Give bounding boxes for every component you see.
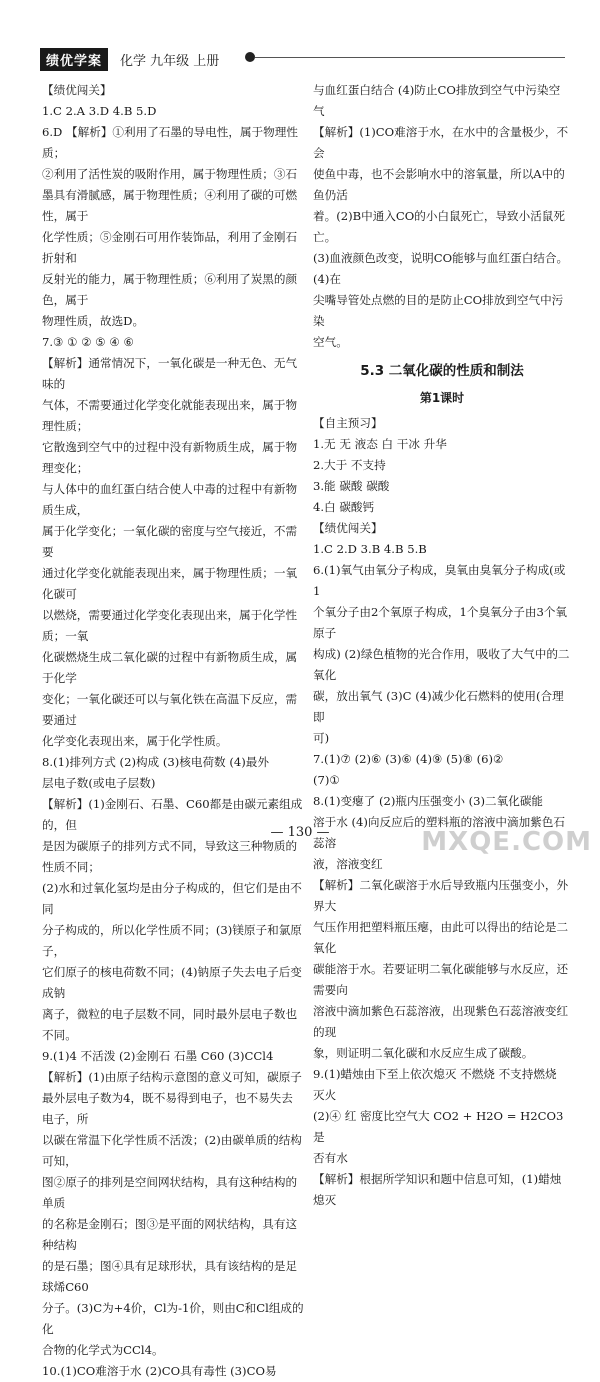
text-line: 是因为碳原子的排列方式不同，导致这三种物质的性质不同； [42, 839, 298, 874]
text-line: 1.C 2.A 3.D 4.B 5.D [42, 104, 157, 118]
text-line: 分子。(3)C为+4价，Cl为-1价，则由C和Cl组成的化 [42, 1301, 304, 1336]
text-line: (3)血液颜色改变，说明CO能够与血红蛋白结合。(4)在 [313, 251, 569, 286]
text-line: 【解析】(1)金刚石、石墨、C60都是由碳元素组成的，但 [42, 797, 303, 832]
text-line: 化碳燃烧生成二氧化碳的过程中有新物质生成，属于化学 [42, 650, 298, 685]
text-line: 它散逸到空气中的过程中没有新物质生成，属于物理变化； [42, 440, 298, 475]
text-line: 空气。 [313, 335, 348, 349]
text-line: 属于化学变化；一氧化碳的密度与空气接近，不需要 [42, 524, 298, 559]
brand-logo: 绩优学案 [40, 48, 108, 71]
text-line: 7.(1)⑦ (2)⑥ (3)⑥ (4)⑨ (5)⑧ (6)② [313, 752, 504, 766]
text-line: 溶于水 (4)向反应后的塑料瓶的溶液中滴加紫色石蕊溶 [313, 815, 565, 850]
text-line: 图②原子的排列是空间网状结构，具有这种结构的单质 [42, 1175, 298, 1210]
header-rule [255, 57, 565, 58]
page-number: — 130 — [270, 825, 330, 840]
lesson-title: 第1课时 [419, 391, 465, 405]
text-line: 分子构成的，所以化学性质不同；(3)镁原子和氯原子， [42, 923, 302, 958]
text-line: (2)水和过氧化氢均是由分子构成的，但它们是由不同 [42, 881, 302, 916]
text-line: 灭火 [313, 1088, 337, 1102]
text-line: 【解析】(1)由原子结构示意图的意义可知，碳原子 [42, 1070, 302, 1084]
text-line: 6.D 【解析】①利用了石墨的导电性，属于物理性质； [42, 125, 298, 160]
text-line: 以燃烧，需要通过化学变化表现出来，属于化学性质；一氧 [42, 608, 298, 643]
text-line: 通过化学变化就能表现出来，属于物理性质；一氧化碳可 [42, 566, 298, 601]
bullet-dot [245, 52, 255, 62]
text-line: 8.(1)变瘪了 (2)瓶内压强变小 (3)二氧化碳能 [313, 794, 544, 808]
text-line: 1.无 无 液态 白 干冰 升华 [313, 437, 447, 451]
text-line: 8.(1)排列方式 (2)构成 (3)核电荷数 (4)最外 [42, 755, 269, 769]
text-line: 1.C 2.D 3.B 4.B 5.B [313, 542, 427, 556]
text-line: 变化；一氧化碳还可以与氧化铁在高温下反应，需要通过 [42, 692, 298, 727]
text-line: (7)① [313, 773, 340, 787]
text-line: 墨具有滑腻感，属于物理性质；④利用了碳的可燃性，属于 [42, 188, 298, 223]
text-line: 以碳在常温下化学性质不活泼；(2)由碳单质的结构可知， [42, 1133, 302, 1168]
text-line: 否有水 [313, 1151, 348, 1165]
text-line: 反射光的能力，属于物理性质；⑥利用了炭黑的颜色，属于 [42, 272, 298, 307]
text-line: 可) [313, 731, 330, 745]
text-line: 3.能 碳酸 碳酸 [313, 479, 390, 493]
text-line: 个氧分子由2个氧原子构成，1个臭氧分子由3个氧原子 [313, 605, 568, 640]
text-line: 与人体中的血红蛋白结合使人中毒的过程中有新物质生成， [42, 482, 298, 517]
text-line: 气压作用把塑料瓶压瘪，由此可以得出的结论是二氧化 [313, 920, 569, 955]
text-line: 化学变化表现出来，属于化学性质。 [42, 734, 228, 748]
text-line: 构成) (2)绿色植物的光合作用，吸收了大气中的二氧化 [313, 647, 570, 682]
text-line: (2)④ 红 密度比空气大 CO2 + H2O = H2CO3 是 [313, 1109, 564, 1144]
text-line: 【绩优闯关】 [313, 521, 383, 535]
text-line: 9.(1)蜡烛由下至上依次熄灭 不燃烧 不支持燃烧 [313, 1067, 557, 1081]
watermark: MXQE.COM [421, 827, 592, 857]
text-line: 它们原子的核电荷数不同；(4)钠原子失去电子后变成钠 [42, 965, 302, 1000]
text-line: 液，溶液变红 [313, 857, 383, 871]
text-line: 最外层电子数为4，既不易得到电子，也不易失去电子，所 [42, 1091, 293, 1126]
text-line: 【解析】通常情况下，一氧化碳是一种无色、无气味的 [42, 356, 298, 391]
book-subject: 化学 九年级 上册 [120, 54, 220, 69]
text-line: 物理性质，故选D。 [42, 314, 145, 328]
text-line: 2.大于 不支持 [313, 458, 386, 472]
text-line: 6.(1)氧气由氧分子构成，臭氧由臭氧分子构成(或1 [313, 563, 566, 598]
left-column [42, 80, 304, 1382]
text-line: 溶液中滴加紫色石蕊溶液，出现紫色石蕊溶液变红的现 [313, 1004, 569, 1039]
text-line: 9.(1)4 不活泼 (2)金刚石 石墨 C60 (3)CCl4 [42, 1049, 274, 1063]
text-line: 【自主预习】 [313, 416, 383, 430]
right-column [313, 80, 571, 1211]
text-line: 层电子数(或电子层数) [42, 776, 156, 790]
text-line: 【解析】(1)CO难溶于水，在水中的含量极少，不会 [313, 125, 569, 160]
text-line: ②利用了活性炭的吸附作用，属于物理性质；③石 [42, 167, 298, 181]
page-header [40, 48, 565, 70]
text-line: 与血红蛋白结合 (4)防止CO排放到空气中污染空气 [313, 83, 561, 118]
text-line: 使鱼中毒，也不会影响水中的溶氧量，所以A中的鱼仍活 [313, 167, 565, 202]
text-line: 的名称是金刚石；图③是平面的网状结构，具有这种结构 [42, 1217, 298, 1252]
text-line: 尖嘴导管处点燃的目的是防止CO排放到空气中污染 [313, 293, 564, 328]
text-line: 碳能溶于水。若要证明二氧化碳能够与水反应，还需要向 [313, 962, 569, 997]
text-line: 【绩优闯关】 [42, 83, 112, 97]
text-line: 【解析】根据所学知识和题中信息可知，(1)蜡烛熄灭 [313, 1172, 562, 1207]
right-top-text [313, 80, 571, 353]
text-line: 4.白 碳酸钙 [313, 500, 375, 514]
text-line: 的是石墨；图④具有足球形状，具有该结构的是足球烯C60 [42, 1259, 298, 1294]
text-line: 气体，不需要通过化学变化就能表现出来，属于物理性质； [42, 398, 298, 433]
section-title: 5.3 二氧化碳的性质和制法 [360, 363, 524, 379]
text-line: 10.(1)CO难溶于水 (2)CO具有毒性 (3)CO易 [42, 1364, 277, 1378]
right-bottom-text [313, 413, 571, 1211]
text-line: 【解析】二氧化碳溶于水后导致瓶内压强变小，外界大 [313, 878, 569, 913]
text-line: 合物的化学式为CCl4。 [42, 1343, 164, 1357]
text-line: 象，则证明二氧化碳和水反应生成了碳酸。 [313, 1046, 534, 1060]
text-line: 7.③ ① ② ⑤ ④ ⑥ [42, 335, 134, 349]
text-line: 化学性质；⑤金刚石可用作装饰品，利用了金刚石折射和 [42, 230, 298, 265]
text-line: 离子，微粒的电子层数不同，同时最外层电子数也不同。 [42, 1007, 298, 1042]
text-line: 碳，放出氧气 (3)C (4)减少化石燃料的使用(合理即 [313, 689, 564, 724]
text-line: 着。(2)B中通入CO的小白鼠死亡，导致小活鼠死亡。 [313, 209, 566, 244]
